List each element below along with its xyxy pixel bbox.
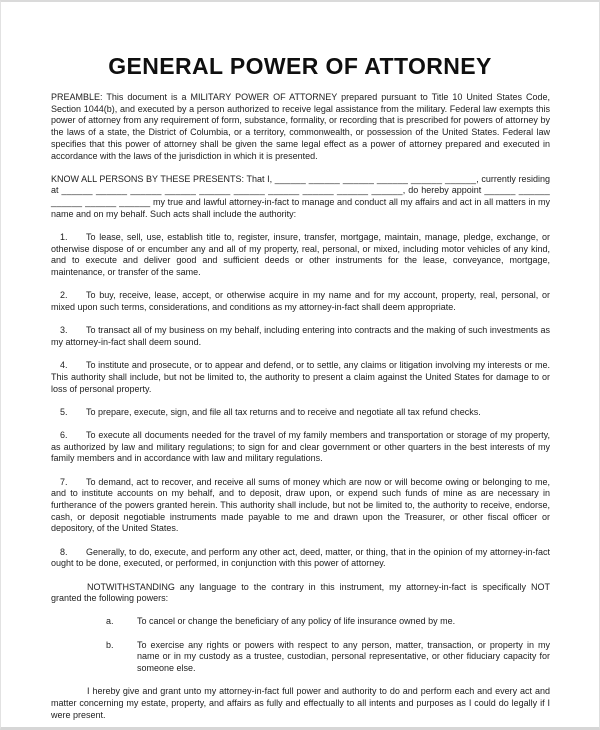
power-text: To demand, act to recover, and receive all sums of money which are now or will become owing or belonging to me, and to institute accounts on my behalf, and to deposit, draw upon, or expend such funds of mine as are necessary in furtherance of the powers granted herein. This authority shall include, but not be limited to, the authority to receive, endorse, cash, or deposit negotiable instruments made payable to me and drawn upon the Treasurer, or other fiscal officer or depository, of the United States. [51,476,550,534]
power-item-2 [51,290,550,313]
preamble-paragraph: PREAMBLE: This document is a MILITARY POWER OF ATTORNEY prepared pursuant to Title 10 United States Code, Section 1044(b), and executed by a person authorized to receive legal assistance from the military. Federal law exempts this power of attorney from any requirement of form, substance, formality, or recording that is prescribed for powers of attorney by the laws of a state, the District of Columbia, or a territory, commonwealth, or possession of the United States. Federal law specifies that this power of attorney shall be given the same legal effect as a power of attorney prepared and executed in accordance with the laws of the jurisdiction in which it is presented. [51,92,550,161]
appointment-after-agent: my true and lawful attorney-in-fact to manage and conduct all my affairs and act in all matters in my name and on my behalf. Such acts shall include the authority: [51,197,550,219]
document-body [51,92,550,721]
notwithstanding-paragraph: NOTWITHSTANDING any language to the contrary in this instrument, my attorney-in-fact is specifically NOT granted the following powers: [51,581,550,604]
appointment-after-name: , currently residing at [51,173,550,196]
power-item-5 [51,407,550,419]
appointment-after-address: , do hereby appoint [402,185,485,196]
blank-residence-address: ______ ______ ______ ______ ______ ______ ______ ______ ______ ______ [61,185,403,196]
power-item-3 [51,325,550,348]
power-number: 6. [60,429,68,440]
blank-agent-name: ______ ______ ______ ______ ______ [51,185,550,208]
power-item-6 [51,430,550,465]
power-number: 4. [60,360,68,371]
exclusion-text: To cancel or change the beneficiary of any policy of life insurance owned by me. [137,616,456,627]
exclusion-letter: a. [106,616,114,627]
power-text: To prepare, execute, sign, and file all tax returns and to receive and negotiate all tax refund checks. [86,406,481,417]
exclusion-item-b [106,640,550,675]
power-text: To execute all documents needed for the travel of my family members and transportation or storage of my property, as authorized by law and military regulations; to sign for and clear government or other quarters in the best interests of my family members and in accordance with law and military regulations. [51,429,550,464]
appointment-lead: KNOW ALL PERSONS BY THESE PRESENTS: That I, [51,173,275,184]
exclusion-item-a [106,616,550,628]
appointment-paragraph [51,174,550,221]
document-title: GENERAL POWER OF ATTORNEY [108,53,492,79]
power-number: 8. [60,546,68,557]
power-text: To transact all of my business on my behalf, including entering into contracts and the making of such investments as my attorney-in-fact shall deem sound. [51,325,550,347]
power-item-7 [51,477,550,536]
power-number: 7. [60,476,68,487]
power-item-8 [51,547,550,570]
power-number: 5. [60,406,68,417]
closing-paragraph: I hereby give and grant unto my attorney-in-fact full power and authority to do and perform each and every act and matter concerning my estate, property, and affairs as fully and effectually to all intents and purposes as I could do legally if I were present. [51,686,550,720]
power-number: 2. [60,290,68,301]
power-text: To institute and prosecute, or to appear and defend, or to settle, any claims or litigation involving my interests or me. This authority shall include, but not be limited to, the authority to present a claim against the United States for damage to or loss of personal property. [51,360,550,394]
blank-principal-name: ______ ______ ______ ______ ______ ______ [274,173,477,184]
power-item-1 [51,232,550,279]
power-number: 1. [60,232,68,243]
exclusion-text: To exercise any rights or powers with respect to any person, matter, transaction, or property in my name or in my custody as a trustee, custodian, personal representative, or other fiduciary capacity for someone else. [137,639,550,674]
power-number: 3. [60,325,68,336]
power-item-4 [51,360,550,395]
power-text: To buy, receive, lease, accept, or otherwise acquire in my name and for my account, property, real, personal, or mixed upon such terms, considerations, and conditions as my attorney-in-fact shall deem appropriate. [51,290,550,313]
power-text: To lease, sell, use, establish title to, register, insure, transfer, mortgage, maintain, manage, pledge, exchange, or otherwise dispose of or encumber any and all of my property, real, personal, or mixed, including motor vehicles of any kind, and to execute and deliver good and sufficient deeds or other instruments for the lease, conveyance, mortgage, maintenance, or transfer of the same. [51,232,550,278]
exclusion-letter: b. [106,639,114,650]
power-text: Generally, to do, execute, and perform any other act, deed, matter, or thing, that in the opinion of my attorney-in-fact ought to be done, executed, or performed, in conjunction with this power of attorney. [51,546,550,569]
